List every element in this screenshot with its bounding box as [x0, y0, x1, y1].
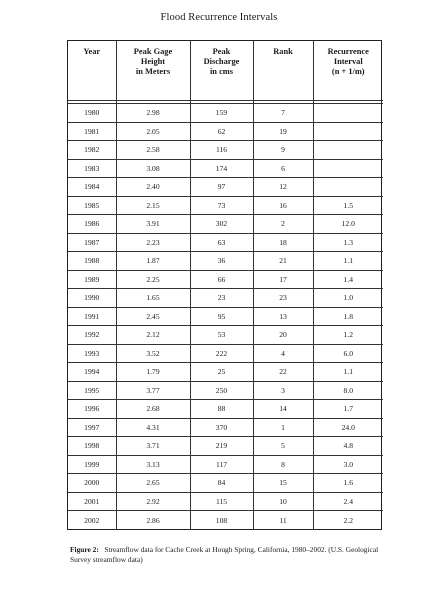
cell-gage-height: 2.92	[116, 492, 190, 511]
cell-year: 1998	[68, 437, 116, 456]
cell-discharge: 115	[190, 492, 253, 511]
table-header-row	[68, 41, 383, 101]
cell-recurrence: 1.8	[313, 307, 383, 326]
cell-discharge: 23	[190, 289, 253, 308]
cell-year: 1980	[68, 104, 116, 123]
cell-rank: 8	[253, 455, 313, 474]
cell-gage-height: 2.58	[116, 141, 190, 160]
cell-gage-height: 2.98	[116, 104, 190, 123]
cell-rank: 4	[253, 344, 313, 363]
cell-rank: 12	[253, 178, 313, 197]
cell-year: 2000	[68, 474, 116, 493]
table-row	[68, 252, 383, 271]
cell-year: 1990	[68, 289, 116, 308]
table-row	[68, 104, 383, 123]
cell-year: 1989	[68, 270, 116, 289]
table-row	[68, 215, 383, 234]
cell-discharge: 62	[190, 122, 253, 141]
cell-year: 1988	[68, 252, 116, 271]
cell-discharge: 219	[190, 437, 253, 456]
cell-year: 2002	[68, 511, 116, 530]
cell-recurrence	[313, 178, 383, 197]
cell-year: 1981	[68, 122, 116, 141]
cell-rank: 6	[253, 159, 313, 178]
cell-gage-height: 2.40	[116, 178, 190, 197]
cell-rank: 9	[253, 141, 313, 160]
cell-recurrence: 3.0	[313, 455, 383, 474]
cell-discharge: 95	[190, 307, 253, 326]
cell-gage-height: 4.31	[116, 418, 190, 437]
cell-gage-height: 3.52	[116, 344, 190, 363]
table-row	[68, 196, 383, 215]
cell-recurrence: 1.2	[313, 326, 383, 345]
table-row	[68, 307, 383, 326]
table-row	[68, 178, 383, 197]
table-row	[68, 381, 383, 400]
cell-gage-height: 2.23	[116, 233, 190, 252]
cell-gage-height: 2.65	[116, 474, 190, 493]
cell-gage-height: 2.12	[116, 326, 190, 345]
table-row	[68, 159, 383, 178]
cell-discharge: 117	[190, 455, 253, 474]
cell-recurrence	[313, 159, 383, 178]
table-row	[68, 455, 383, 474]
cell-gage-height: 2.68	[116, 400, 190, 419]
cell-rank: 2	[253, 215, 313, 234]
cell-year: 1985	[68, 196, 116, 215]
cell-year: 1999	[68, 455, 116, 474]
cell-gage-height: 2.86	[116, 511, 190, 530]
cell-year: 1991	[68, 307, 116, 326]
cell-discharge: 63	[190, 233, 253, 252]
table-row	[68, 492, 383, 511]
cell-year: 2001	[68, 492, 116, 511]
cell-recurrence	[313, 141, 383, 160]
cell-year: 1987	[68, 233, 116, 252]
cell-recurrence: 1.6	[313, 474, 383, 493]
table-row	[68, 511, 383, 530]
caption-label: Figure 2:	[70, 545, 99, 554]
cell-discharge: 222	[190, 344, 253, 363]
cell-year: 1986	[68, 215, 116, 234]
table-row	[68, 437, 383, 456]
streamflow-table-frame	[67, 40, 382, 530]
cell-gage-height: 2.15	[116, 196, 190, 215]
cell-rank: 18	[253, 233, 313, 252]
table-row	[68, 400, 383, 419]
cell-year: 1995	[68, 381, 116, 400]
cell-rank: 23	[253, 289, 313, 308]
cell-recurrence: 8.0	[313, 381, 383, 400]
cell-rank: 14	[253, 400, 313, 419]
cell-recurrence: 12.0	[313, 215, 383, 234]
cell-gage-height: 2.05	[116, 122, 190, 141]
cell-year: 1994	[68, 363, 116, 382]
header-year: Year	[68, 41, 116, 101]
cell-rank: 1	[253, 418, 313, 437]
cell-rank: 10	[253, 492, 313, 511]
cell-recurrence: 1.1	[313, 252, 383, 271]
streamflow-table	[68, 41, 383, 529]
table-row	[68, 270, 383, 289]
cell-gage-height: 1.65	[116, 289, 190, 308]
cell-recurrence: 2.2	[343, 515, 353, 525]
cell-discharge: 84	[190, 474, 253, 493]
cell-rank: 7	[253, 104, 313, 123]
cell-discharge: 88	[190, 400, 253, 419]
cell-year: 1993	[68, 344, 116, 363]
cell-discharge: 302	[190, 215, 253, 234]
cell-rank: 17	[253, 270, 313, 289]
cell-gage-height: 3.08	[116, 159, 190, 178]
cell-discharge: 66	[190, 270, 253, 289]
cell-gage-height: 1.79	[116, 363, 190, 382]
cell-recurrence: 1.5	[313, 196, 383, 215]
cell-discharge: 250	[190, 381, 253, 400]
cell-rank: 13	[253, 307, 313, 326]
cell-gage-height: 3.77	[116, 381, 190, 400]
cell-recurrence: 6.0	[313, 344, 383, 363]
cell-gage-height: 3.71	[116, 437, 190, 456]
cell-rank: 21	[253, 252, 313, 271]
cell-discharge: 174	[190, 159, 253, 178]
cell-gage-height: 2.25	[116, 270, 190, 289]
header-peak-gage-height: Peak Gage Height in Meters	[116, 41, 190, 101]
cell-year: 1983	[68, 159, 116, 178]
table-row	[68, 474, 383, 493]
header-rank: Rank	[253, 41, 313, 101]
cell-recurrence: 1.4	[313, 270, 383, 289]
caption-text: Streamflow data for Cache Creek at Hough Spring, California, 1980–2002. (U.S. Geological Survey streamflow data)	[70, 545, 379, 564]
cell-year: 1997	[68, 418, 116, 437]
cell-discharge: 370	[190, 418, 253, 437]
cell-rank: 3	[253, 381, 313, 400]
cell-year: 1992	[68, 326, 116, 345]
cell-year: 1984	[68, 178, 116, 197]
cell-rank: 16	[253, 196, 313, 215]
table-row	[68, 363, 383, 382]
cell-discharge: 97	[190, 178, 253, 197]
cell-discharge: 159	[190, 104, 253, 123]
cell-rank: 19	[253, 122, 313, 141]
cell-recurrence	[313, 104, 383, 123]
cell-recurrence: 4.8	[313, 437, 383, 456]
table-row	[68, 289, 383, 308]
cell-rank: 11	[253, 511, 313, 530]
cell-gage-height: 1.87	[116, 252, 190, 271]
table-row	[68, 344, 383, 363]
cell-gage-height: 2.45	[116, 307, 190, 326]
cell-gage-height: 3.13	[116, 455, 190, 474]
table-row	[68, 233, 383, 252]
cell-gage-height: 3.91	[116, 215, 190, 234]
table-row	[68, 141, 383, 160]
table-body	[68, 104, 383, 530]
figure-caption	[70, 545, 390, 565]
cell-year: 1996	[68, 400, 116, 419]
cell-rank: 20	[253, 326, 313, 345]
cell-rank: 5	[253, 437, 313, 456]
cell-discharge: 36	[190, 252, 253, 271]
cell-discharge: 108	[190, 511, 253, 530]
table-row	[68, 326, 383, 345]
header-peak-discharge: Peak Discharge in cms	[190, 41, 253, 101]
header-recurrence-interval: Recurrence Interval (n + 1/m)	[313, 41, 383, 101]
cell-recurrence	[313, 122, 383, 141]
cell-rank: 15	[253, 474, 313, 493]
cell-recurrence: 2.4	[313, 492, 383, 511]
cell-recurrence: 24.0	[313, 418, 383, 437]
cell-recurrence: 1.3	[313, 233, 383, 252]
cell-recurrence: 1.1	[313, 363, 383, 382]
page-title: Flood Recurrence Intervals	[160, 12, 278, 23]
table-row	[68, 418, 383, 437]
cell-discharge: 73	[190, 196, 253, 215]
cell-discharge: 25	[190, 363, 253, 382]
cell-discharge: 116	[190, 141, 253, 160]
cell-rank: 22	[253, 363, 313, 382]
cell-discharge: 53	[190, 326, 253, 345]
cell-recurrence: 1.7	[313, 400, 383, 419]
cell-recurrence: 1.0	[313, 289, 383, 308]
cell-year: 1982	[68, 141, 116, 160]
table-row	[68, 122, 383, 141]
